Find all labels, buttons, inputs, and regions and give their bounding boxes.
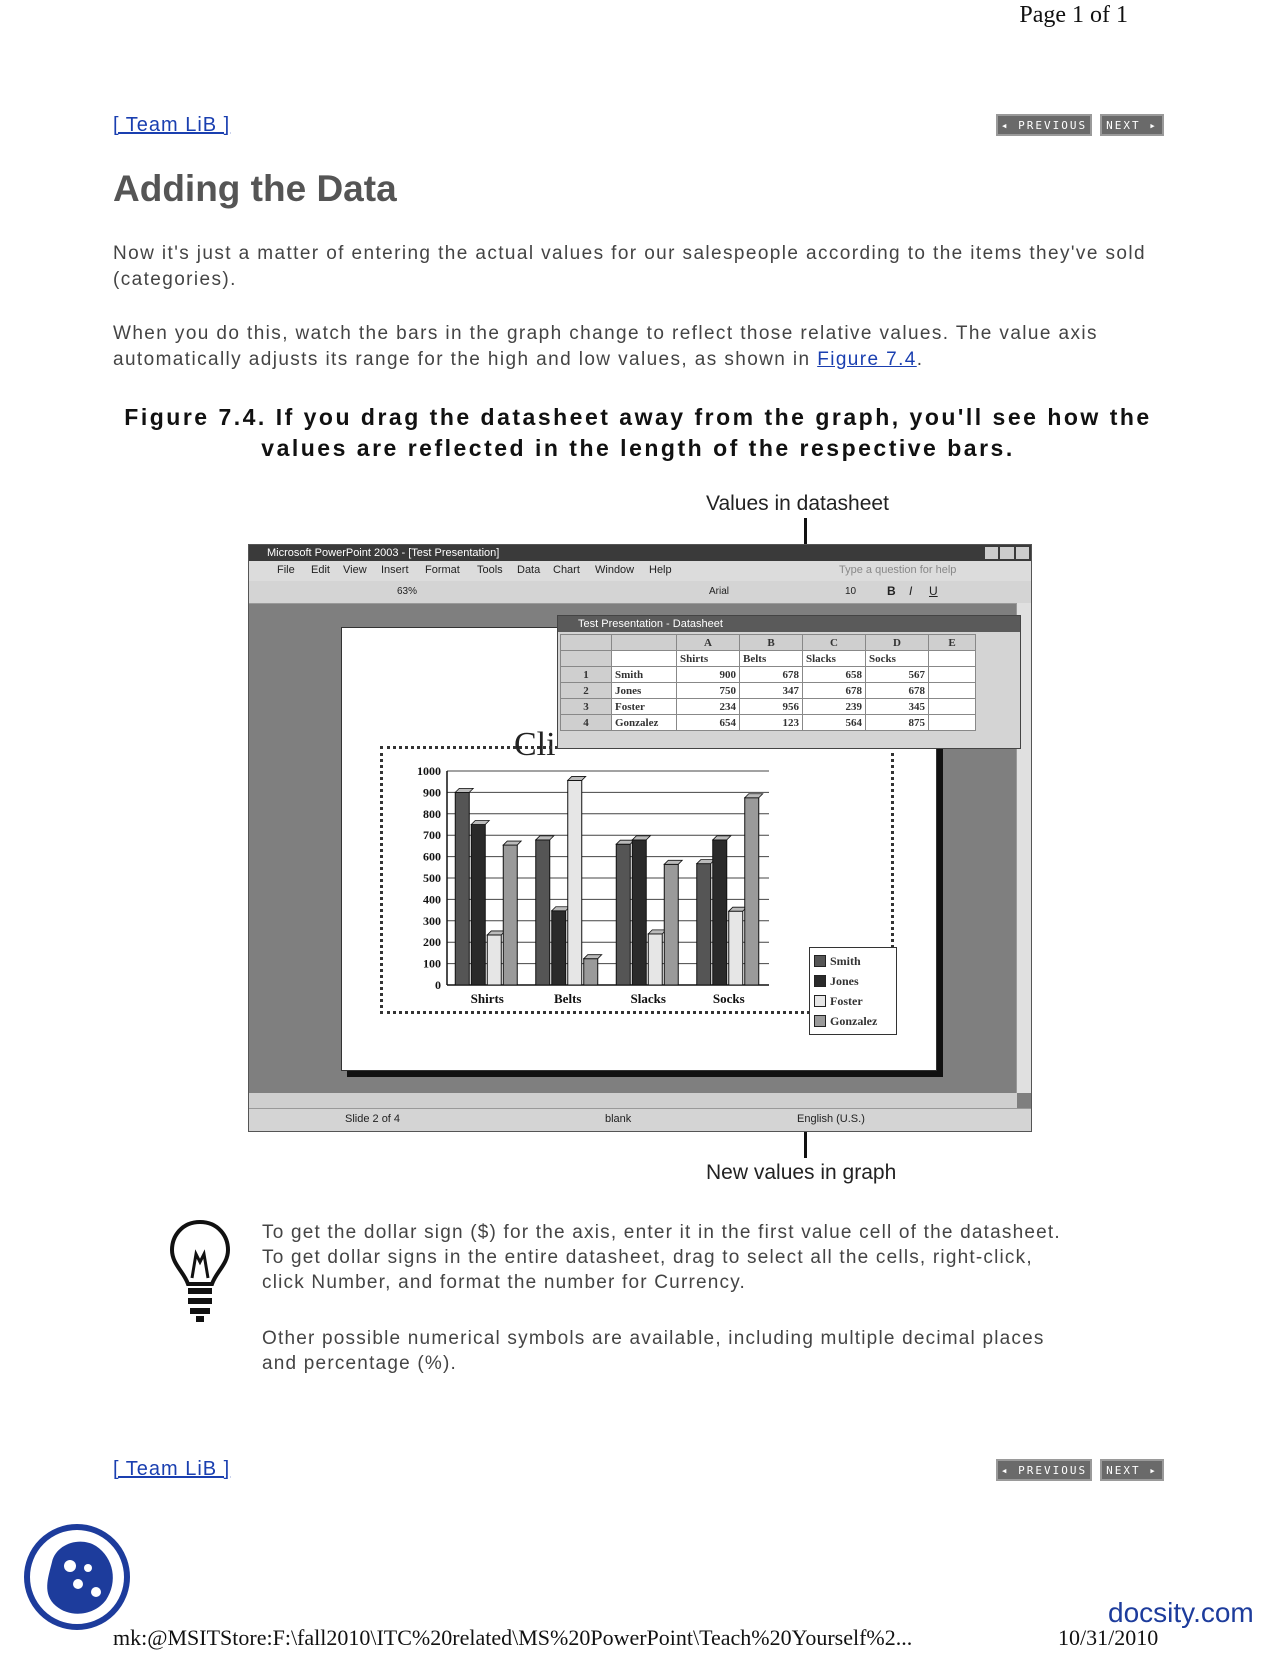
body-paragraph-end: . — [916, 349, 924, 370]
next-button[interactable]: NEXT ▸ — [1100, 114, 1164, 136]
table-cell[interactable]: 239 — [803, 699, 866, 715]
legend-swatch — [814, 995, 826, 1007]
menu-edit[interactable]: Edit — [311, 564, 330, 576]
table-row — [561, 699, 976, 715]
table-cell[interactable]: Slacks — [803, 651, 866, 667]
docsity-logo-icon — [22, 1522, 132, 1632]
table-cell[interactable]: 678 — [740, 667, 803, 683]
bar — [568, 780, 582, 985]
tip-paragraph-2: Other possible numerical symbols are available, including multiple decimal places and percentage (%). — [262, 1328, 1045, 1374]
callout-values-datasheet: Values in datasheet — [706, 492, 889, 515]
y-tick-label: 400 — [423, 892, 441, 907]
row-header[interactable]: 1 — [561, 667, 612, 683]
legend-item — [814, 991, 892, 1011]
menu-chart[interactable]: Chart — [553, 564, 580, 576]
zoom-select[interactable]: 63% — [397, 586, 418, 597]
column-header[interactable]: E — [929, 635, 976, 651]
body-paragraph — [113, 321, 1163, 373]
bold-button[interactable]: B — [887, 584, 896, 598]
bar — [584, 959, 598, 985]
bar — [455, 792, 469, 985]
table-cell[interactable] — [929, 699, 976, 715]
table-row — [561, 635, 976, 651]
underline-button[interactable]: U — [929, 584, 938, 598]
legend-swatch — [814, 1015, 826, 1027]
label-column-header — [612, 635, 677, 651]
y-tick-label: 300 — [423, 913, 441, 928]
row-header[interactable]: 2 — [561, 683, 612, 699]
menu-format[interactable]: Format — [425, 564, 460, 576]
table-cell[interactable] — [929, 651, 976, 667]
bar-top — [536, 836, 554, 840]
figure-caption: Figure 7.4. If you drag the datasheet away from the graph, you'll see how the values are reflected in the length of the respective bars. — [124, 404, 1152, 461]
y-tick-label: 700 — [423, 828, 441, 843]
page-number: Page 1 of 1 — [1019, 2, 1128, 28]
table-cell[interactable]: Belts — [740, 651, 803, 667]
page-title: Adding the Data — [113, 168, 397, 209]
bar-top — [616, 840, 634, 844]
bar — [713, 840, 727, 985]
y-tick-label: 200 — [423, 935, 441, 950]
column-header[interactable]: A — [677, 635, 740, 651]
bar — [664, 864, 678, 985]
table-cell[interactable]: 658 — [803, 667, 866, 683]
maximize-button[interactable] — [1000, 547, 1013, 559]
row-header[interactable]: 3 — [561, 699, 612, 715]
table-row — [561, 715, 976, 731]
table-cell[interactable]: Socks — [866, 651, 929, 667]
menu-window[interactable]: Window — [595, 564, 635, 576]
menu-view[interactable]: View — [343, 564, 367, 576]
font-select[interactable]: Arial — [709, 586, 730, 597]
table-row — [561, 667, 976, 683]
window-titlebar: Microsoft PowerPoint 2003 - [Test Presentation] — [249, 545, 1031, 561]
legend-label: Gonzalez — [830, 1013, 878, 1028]
intro-paragraph: Now it's just a matter of entering the actual values for our salespeople according to the items they've sold (categories). — [113, 243, 1146, 290]
corner-cell — [561, 635, 612, 651]
table-row — [561, 683, 976, 699]
table-cell[interactable]: 567 — [866, 667, 929, 683]
team-lib-link-footer[interactable]: [ Team LiB ] — [113, 1458, 231, 1480]
docsity-watermark[interactable]: docsity.com — [1108, 1597, 1254, 1628]
table-cell[interactable]: 900 — [677, 667, 740, 683]
table-cell[interactable] — [929, 667, 976, 683]
window-controls — [985, 547, 1029, 559]
table-cell[interactable]: 875 — [866, 715, 929, 731]
datasheet-table — [560, 634, 976, 731]
column-header[interactable]: C — [803, 635, 866, 651]
status-bar — [249, 1108, 1031, 1131]
x-tick-label: Belts — [554, 991, 582, 1006]
menu-help[interactable]: Help — [649, 564, 672, 576]
column-header[interactable]: D — [866, 635, 929, 651]
table-cell[interactable]: 956 — [740, 699, 803, 715]
next-button-footer[interactable]: NEXT ▸ — [1100, 1459, 1164, 1481]
italic-button[interactable]: I — [909, 584, 913, 598]
legend-swatch — [814, 955, 826, 967]
menu-file[interactable]: File — [277, 564, 295, 576]
bar-top — [664, 860, 682, 864]
bar — [697, 864, 711, 985]
tip-paragraph-1: To get the dollar sign ($) for the axis, enter it in the first value cell of the datasheet. To get dollar signs in the entire datasheet, drag to select all the cells, right-click, click Number, and format the number for Currency. — [262, 1222, 1061, 1293]
help-search-box[interactable]: Type a question for help — [839, 564, 957, 576]
table-cell[interactable]: 750 — [677, 683, 740, 699]
status-slide: Slide 2 of 4 — [345, 1113, 401, 1125]
bar-top — [471, 821, 489, 825]
team-lib-link[interactable]: [ Team LiB ] — [113, 114, 231, 136]
bar — [648, 934, 662, 985]
table-cell[interactable] — [929, 683, 976, 699]
view-bar — [249, 1093, 1017, 1109]
legend-label: Foster — [830, 993, 863, 1008]
table-cell[interactable]: 234 — [677, 699, 740, 715]
menu-bar — [249, 561, 1031, 581]
minimize-button[interactable] — [985, 547, 998, 559]
previous-button[interactable]: ◂ PREVIOUS — [996, 114, 1092, 136]
bar-top — [584, 955, 602, 959]
y-tick-label: 100 — [423, 956, 441, 971]
y-tick-label: 1000 — [417, 764, 441, 778]
x-tick-label: Slacks — [630, 991, 666, 1006]
table-cell[interactable]: Gonzalez — [612, 715, 677, 731]
bar — [552, 911, 566, 985]
datasheet-title: Test Presentation - Datasheet — [558, 616, 1020, 632]
status-design: blank — [605, 1113, 632, 1125]
bar — [729, 911, 743, 985]
table-cell[interactable]: 654 — [677, 715, 740, 731]
lightbulb-icon — [168, 1218, 232, 1324]
table-cell[interactable] — [929, 715, 976, 731]
y-tick-label: 800 — [423, 806, 441, 821]
figure-link[interactable]: Figure 7.4 — [817, 349, 917, 370]
callout-new-values: New values in graph — [706, 1161, 897, 1184]
bar-top — [568, 776, 586, 780]
bar-top — [552, 907, 570, 911]
column-header[interactable]: B — [740, 635, 803, 651]
body-paragraph-text: When you do this, watch the bars in the graph change to reflect those relative values. The value axis automatically adjusts its range for the high and low values, as shown in — [113, 323, 1098, 370]
chart-frame[interactable] — [380, 746, 894, 1028]
legend-item — [814, 951, 892, 971]
chart-legend — [809, 947, 897, 1035]
bar-top — [729, 907, 747, 911]
menu-insert[interactable]: Insert — [381, 564, 409, 576]
table-cell[interactable]: 345 — [866, 699, 929, 715]
table-cell[interactable] — [612, 651, 677, 667]
y-tick-label: 900 — [423, 785, 441, 800]
bar — [503, 845, 517, 985]
status-language: English (U.S.) — [797, 1113, 865, 1125]
y-tick-label: 500 — [423, 871, 441, 885]
y-tick-label: 0 — [435, 978, 441, 992]
footer-path: mk:@MSITStore:F:\fall2010\ITC%20related\MS%20PowerPoint\Teach%20Yourself%2... — [113, 1625, 913, 1650]
slide-title: Cli — [514, 726, 556, 763]
legend-label: Jones — [830, 973, 859, 988]
bar-top — [632, 836, 650, 840]
datasheet-window[interactable] — [557, 615, 1021, 749]
bar-top — [697, 860, 715, 864]
legend-item — [814, 971, 892, 991]
table-cell[interactable]: Jones — [612, 683, 677, 699]
legend-item — [814, 1011, 892, 1031]
bar — [632, 840, 646, 985]
table-cell[interactable]: Shirts — [677, 651, 740, 667]
bar — [616, 844, 630, 985]
table-cell[interactable]: Foster — [612, 699, 677, 715]
previous-button-footer[interactable]: ◂ PREVIOUS — [996, 1459, 1092, 1481]
bar-top — [487, 931, 505, 935]
legend-swatch — [814, 975, 826, 987]
table-cell[interactable]: 564 — [803, 715, 866, 731]
table-cell[interactable]: 347 — [740, 683, 803, 699]
y-tick-label: 600 — [423, 849, 441, 864]
footer-date: 10/31/2010 — [1058, 1625, 1159, 1650]
menu-tools[interactable]: Tools — [477, 564, 503, 576]
bar — [471, 825, 485, 986]
bar-top — [713, 836, 731, 840]
bar-top — [503, 841, 521, 845]
table-row — [561, 651, 976, 667]
bar — [487, 935, 501, 985]
table-cell[interactable]: 678 — [866, 683, 929, 699]
toolbar — [249, 581, 1031, 604]
row-header[interactable]: 4 — [561, 715, 612, 731]
x-tick-label: Shirts — [470, 991, 504, 1006]
bar-top — [745, 794, 763, 798]
bar-top — [648, 930, 666, 934]
table-cell[interactable]: 123 — [740, 715, 803, 731]
row-header — [561, 651, 612, 667]
font-size-select[interactable]: 10 — [845, 586, 857, 597]
menu-data[interactable]: Data — [517, 564, 541, 576]
x-tick-label: Socks — [712, 991, 745, 1006]
legend-label: Smith — [830, 953, 861, 968]
bar — [536, 840, 550, 985]
bar — [745, 798, 759, 985]
table-cell[interactable]: 678 — [803, 683, 866, 699]
table-cell[interactable]: Smith — [612, 667, 677, 683]
powerpoint-window — [248, 544, 1032, 1132]
bar-top — [455, 788, 473, 792]
close-button[interactable] — [1016, 547, 1029, 559]
